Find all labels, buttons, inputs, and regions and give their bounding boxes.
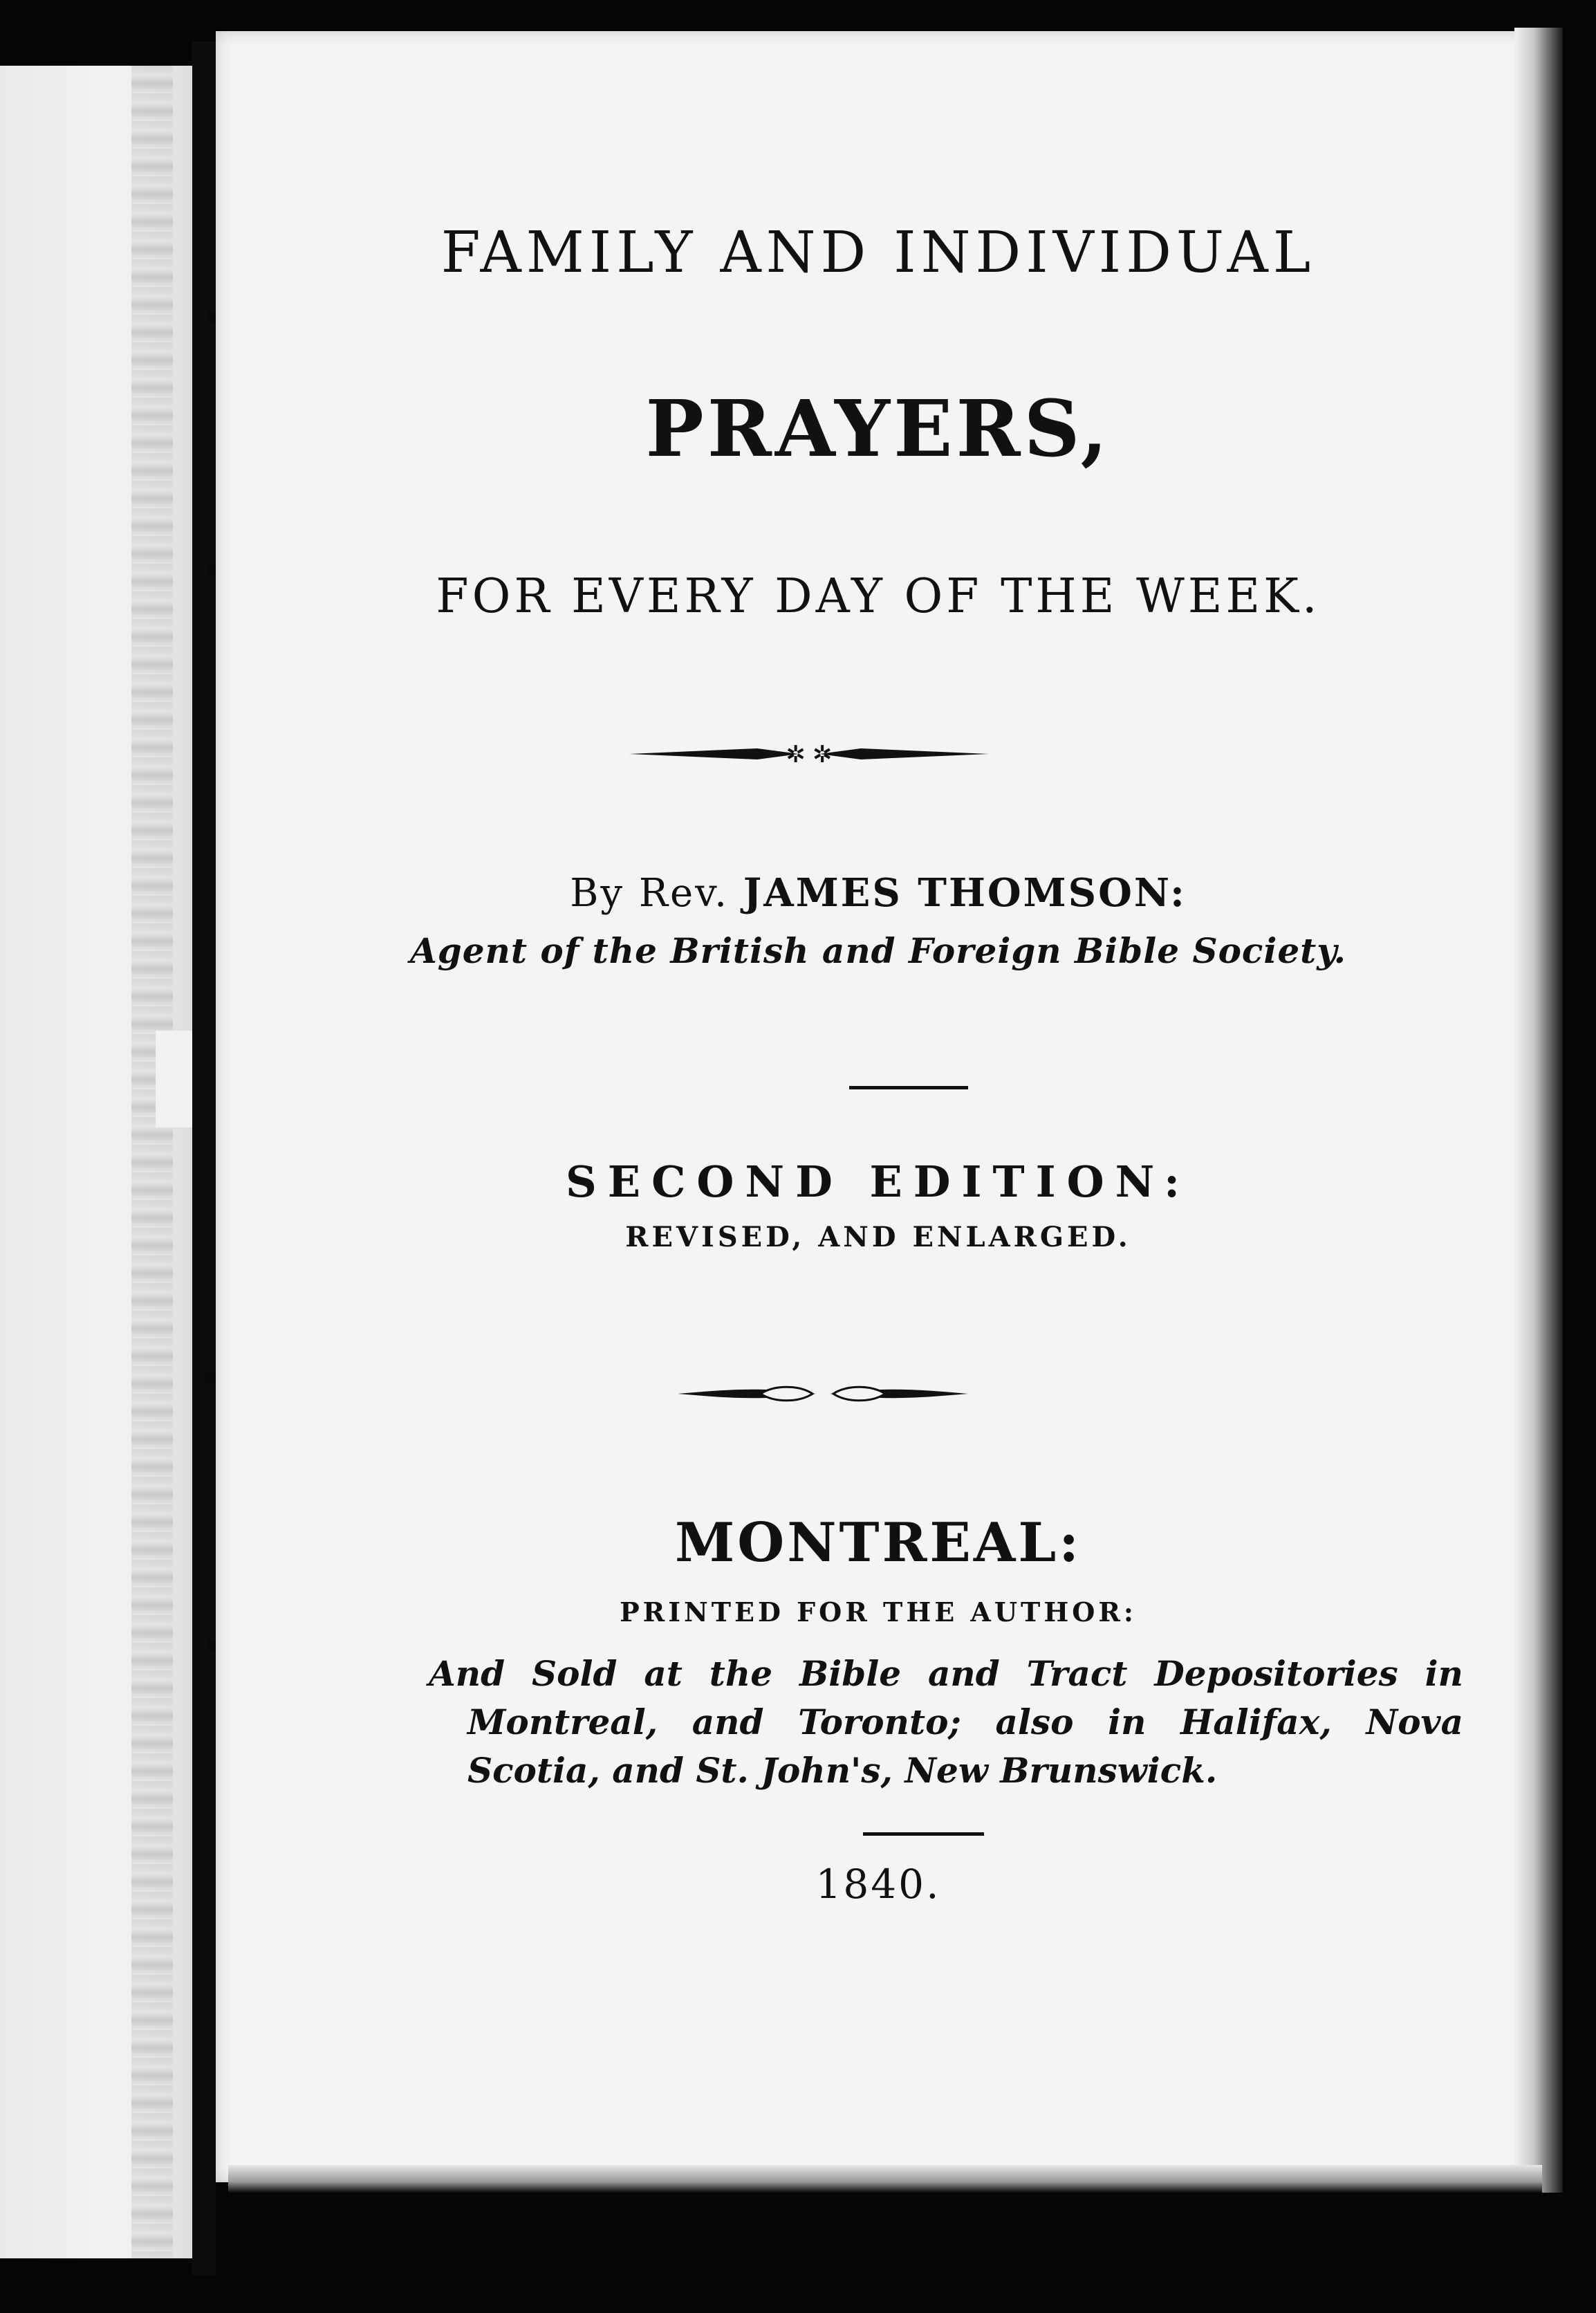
page-bottom-edge [228, 2165, 1542, 2193]
title-line-3: FOR EVERY DAY OF THE WEEK. [436, 569, 1321, 624]
sold-at-paragraph: And Sold at the Bible and Tract Depositories in Montreal, and Toronto; also in Halifax, Nova Scotia, and St. John's, New Brunswick. [429, 1653, 1463, 1791]
ornamental-divider-arrows [629, 733, 989, 775]
publication-year: 1840. [815, 1861, 941, 1908]
edition-note: REVISED, AND ENLARGED. [625, 1221, 1131, 1253]
left-page-edge [131, 66, 173, 2258]
author-name: JAMES THOMSON: [743, 870, 1187, 916]
byline-prefix: By Rev. [570, 871, 729, 916]
paper-tab [156, 1031, 197, 1127]
short-rule [863, 1832, 984, 1836]
svg-text:✲: ✲ [813, 741, 833, 768]
author-role: Agent of the British and Foreign Bible Society. [409, 930, 1346, 971]
author-byline [228, 870, 1528, 916]
ornamental-divider-leaves [678, 1376, 968, 1411]
edition-label: SECOND EDITION: [566, 1156, 1191, 1207]
binding-gutter [192, 42, 216, 2276]
title-line-1: FAMILY AND INDIVIDUAL [440, 220, 1316, 286]
svg-text:✲: ✲ [786, 741, 806, 768]
printed-for-line: PRINTED FOR THE AUTHOR: [620, 1596, 1137, 1628]
short-rule [849, 1086, 968, 1089]
title-page-paper [216, 31, 1542, 2182]
publication-city: MONTREAL: [674, 1511, 1082, 1574]
title-line-2: PRAYERS, [645, 384, 1111, 474]
